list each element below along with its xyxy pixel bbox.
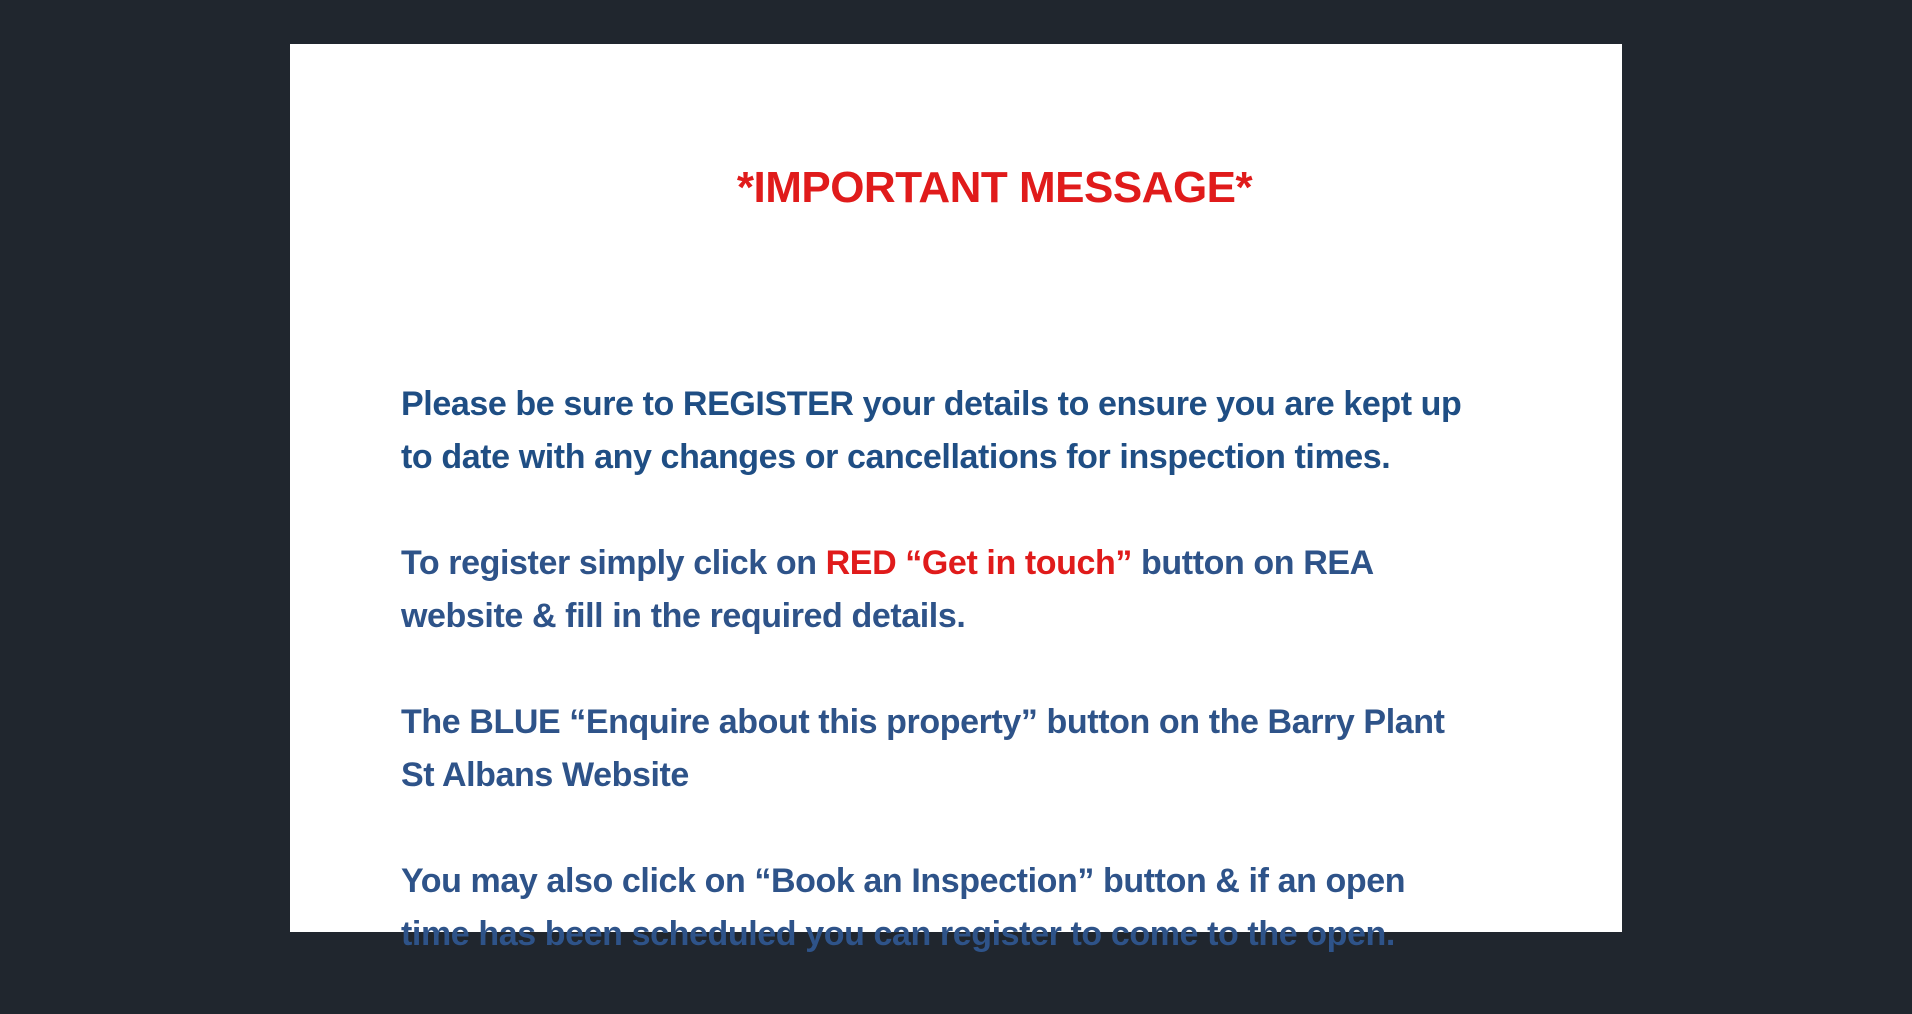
important-message-title: *IMPORTANT MESSAGE*: [736, 163, 1253, 212]
instructions-prefix: To register simply click on: [401, 544, 826, 582]
instructions-line-1: [401, 537, 1551, 590]
register-line-2: to date with any changes or cancellations for inspection times.: [401, 438, 1391, 476]
blue-button-line-1: The BLUE “Enquire about this property” button on the Barry Plant: [401, 703, 1445, 741]
book-inspection-paragraph: [401, 855, 1551, 961]
register-paragraph: [401, 378, 1551, 484]
book-inspection-line-2: time has been scheduled you can register to come to the open.: [401, 915, 1395, 953]
instructions-suffix: button on REA: [1132, 544, 1374, 582]
blue-button-paragraph: [401, 696, 1551, 802]
red-get-in-touch-highlight: RED “Get in touch”: [825, 544, 1133, 582]
message-body: [401, 378, 1551, 1014]
book-inspection-line-1: You may also click on “Book an Inspection” button & if an open: [401, 862, 1406, 900]
register-line-1: Please be sure to REGISTER your details to ensure you are kept up: [401, 385, 1462, 423]
instructions-line-2: website & fill in the required details.: [401, 597, 966, 635]
message-image: [290, 44, 1622, 953]
blue-button-line-2: St Albans Website: [401, 756, 689, 794]
instructions-paragraph: [401, 537, 1551, 643]
